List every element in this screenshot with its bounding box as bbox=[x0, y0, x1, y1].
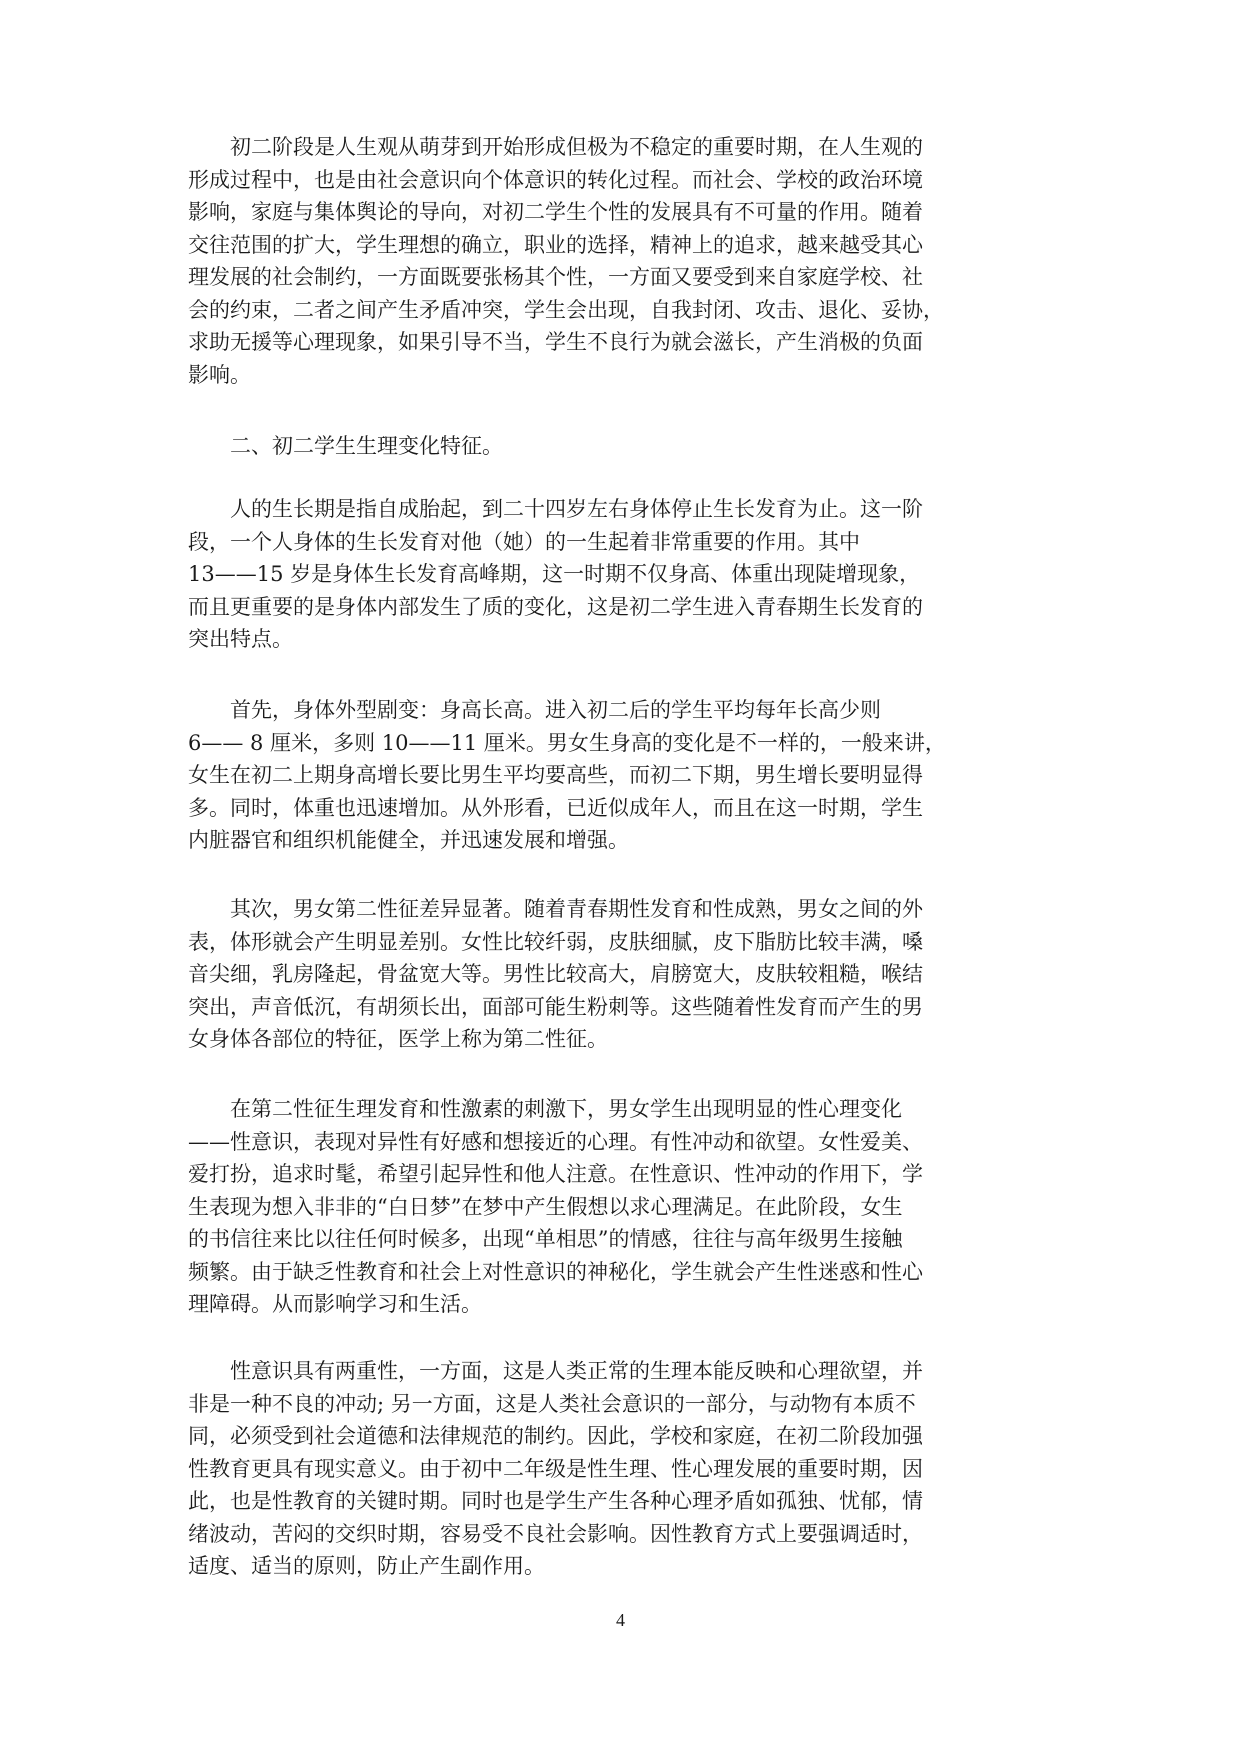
text-line: 同，必须受到社会道德和法律规范的制约。因此，学校和家庭，在初二阶段加强 bbox=[188, 1424, 923, 1448]
text-line: 性意识具有两重性，一方面，这是人类正常的生理本能反映和心理欲望，并 bbox=[230, 1359, 923, 1383]
text-line: 理发展的社会制约，一方面既要张杨其个性，一方面又要受到来自家庭学校、社 bbox=[188, 265, 923, 289]
text-line: 表，体形就会产生明显差别。女性比较纤弱，皮肤细腻，皮下脂肪比较丰满，嗓 bbox=[188, 929, 923, 954]
text-line: 其次，男女第二性征差异显著。随着青春期性发育和性成熟，男女之间的外 bbox=[230, 897, 923, 921]
paragraph-3 bbox=[188, 694, 1058, 857]
text-line: 适度、适当的原则，防止产生副作用。 bbox=[188, 1554, 545, 1578]
text-line: 突出，声音低沉，有胡须长出，面部可能生粉刺等。这些随着性发育而产生的男 bbox=[188, 994, 923, 1019]
text-line: 理障碍。从而影响学习和生活。 bbox=[188, 1292, 482, 1316]
text-line: 求助无援等心理现象，如果引导不当，学生不良行为就会滋长，产生消极的负面 bbox=[188, 330, 923, 354]
text-line: 形成过程中，也是由社会意识向个体意识的转化过程。而社会、学校的政治环境 bbox=[188, 167, 923, 192]
text-line: 影响，家庭与集体舆论的导向，对初二学生个性的发展具有不可量的作用。随着 bbox=[188, 200, 923, 224]
text-line: 内脏器官和组织机能健全，并迅速发展和增强。 bbox=[188, 828, 629, 852]
page-number: 4 bbox=[616, 1610, 625, 1630]
text-line: 音尖细，乳房隆起，骨盆宽大等。男性比较高大，肩膀宽大，皮肤较粗糙，喉结 bbox=[188, 962, 923, 986]
text-line: 的书信往来比以往任何时候多，出现“单相思”的情感，往往与高年级男生接触 bbox=[188, 1227, 903, 1251]
paragraph-4 bbox=[188, 893, 1058, 1056]
text-line: 人的生长期是指自成胎起，到二十四岁左右身体停止生长发育为止。这一阶 bbox=[230, 497, 923, 521]
section-heading bbox=[188, 430, 1058, 463]
paragraph-2 bbox=[188, 493, 1058, 656]
text-line: 性教育更具有现实意义。由于初中二年级是性生理、性心理发展的重要时期，因 bbox=[188, 1456, 923, 1481]
text-line: ——性意识，表现对异性有好感和想接近的心理。有性冲动和欲望。女性爱美、 bbox=[188, 1129, 923, 1154]
paragraph-6 bbox=[188, 1355, 1058, 1583]
section-heading-text: 二、初二学生生理变化特征。 bbox=[230, 434, 503, 458]
text-line: 会的约束，二者之间产生矛盾冲突，学生会出现，自我封闭、攻击、退化、妥协， bbox=[188, 297, 944, 322]
text-line: 突出特点。 bbox=[188, 627, 293, 651]
text-line: 女身体各部位的特征，医学上称为第二性征。 bbox=[188, 1027, 608, 1051]
text-line: 生表现为想入非非的“白日梦”在梦中产生假想以求心理满足。在此阶段，女生 bbox=[188, 1194, 903, 1219]
text-line: 13——15 岁是身体生长发育高峰期，这一时期不仅身高、体重出现陡增现象， bbox=[188, 562, 921, 586]
text-line: 绪波动，苦闷的交织时期，容易受不良社会影响。因性教育方式上要强调适时， bbox=[188, 1521, 923, 1546]
text-line: 交往范围的扩大，学生理想的确立，职业的选择，精神上的追求，越来越受其心 bbox=[188, 232, 923, 257]
text-line: 在第二性征生理发育和性激素的刺激下，男女学生出现明显的性心理变化 bbox=[230, 1097, 902, 1121]
text-line: 女生在初二上期身高增长要比男生平均要高些，而初二下期，男生增长要明显得 bbox=[188, 763, 923, 787]
text-line: 初二阶段是人生观从萌芽到开始形成但极为不稳定的重要时期，在人生观的 bbox=[230, 135, 923, 159]
text-line: 频繁。由于缺乏性教育和社会上对性意识的神秘化，学生就会产生性迷惑和性心 bbox=[188, 1259, 923, 1284]
paragraph-5 bbox=[188, 1093, 1058, 1321]
text-line: 段，一个人身体的生长发育对他（她）的一生起着非常重要的作用。其中 bbox=[188, 529, 860, 554]
text-line: 非是一种不良的冲动; 另一方面，这是人类社会意识的一部分，与动物有本质不 bbox=[188, 1391, 916, 1416]
text-line: 6—— 8 厘米，多则 10——11 厘米。男女生身高的变化是不一样的，一般来讲， bbox=[188, 730, 946, 755]
text-line: 多。同时，体重也迅速增加。从外形看，已近似成年人，而且在这一时期，学生 bbox=[188, 795, 923, 820]
text-line: 此，也是性教育的关键时期。同时也是学生产生各种心理矛盾如孤独、忧郁，情 bbox=[188, 1489, 923, 1513]
text-line: 影响。 bbox=[188, 362, 251, 387]
paragraph-1 bbox=[188, 131, 1058, 391]
text-line: 而且更重要的是身体内部发生了质的变化，这是初二学生进入青春期生长发育的 bbox=[188, 594, 923, 619]
text-line: 爱打扮，追求时髦，希望引起异性和他人注意。在性意识、性冲动的作用下，学 bbox=[188, 1162, 923, 1186]
text-line: 首先，身体外型剧变：身高长高。进入初二后的学生平均每年长高少则 bbox=[230, 698, 881, 722]
